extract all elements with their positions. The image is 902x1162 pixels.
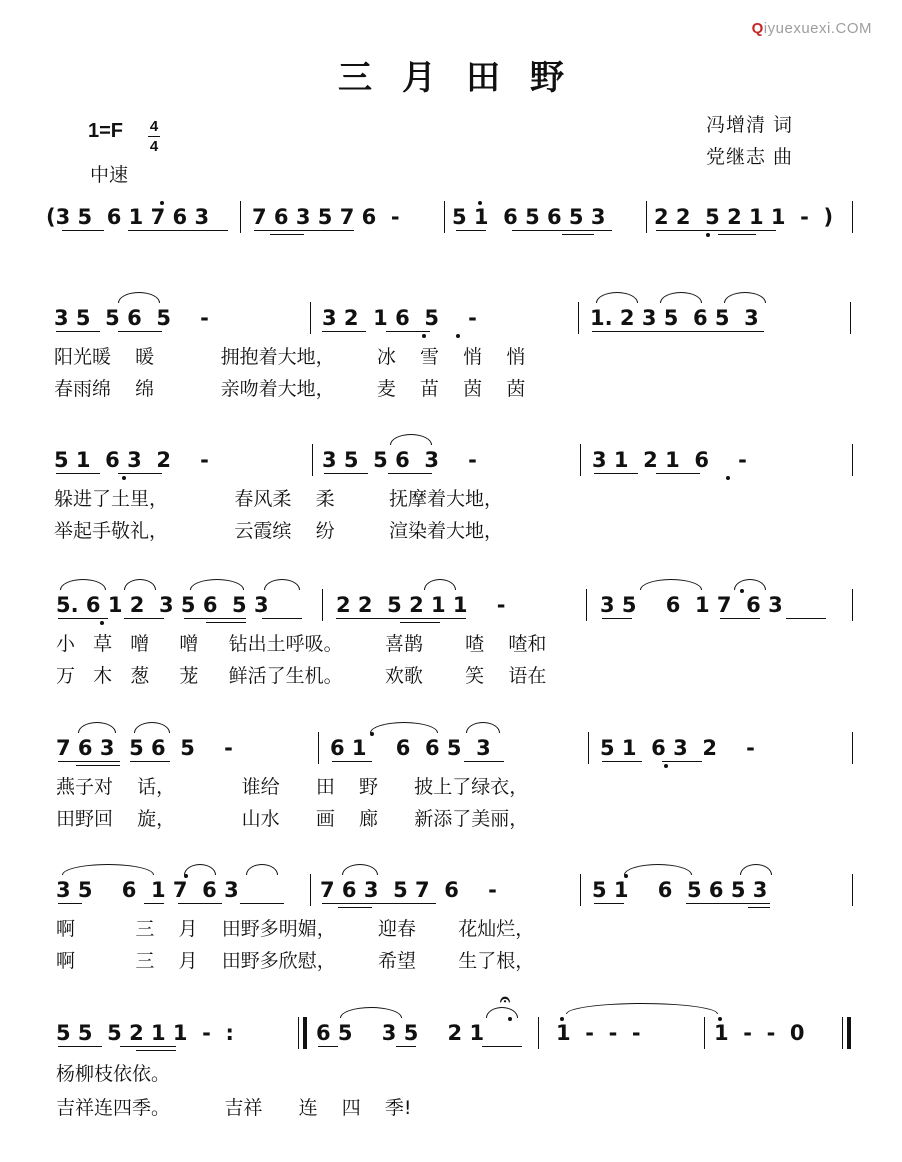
measure: 7 6 3 5 7 6 - [252, 205, 400, 229]
fermata-icon: 𝄐 [500, 989, 511, 1010]
notation-row [0, 989, 902, 1053]
lyric-verse-1: 杨柳枝依依。 [56, 1063, 171, 1085]
time-signature [148, 118, 160, 155]
notation-row [0, 585, 902, 625]
lyric-verse-2: 举起手敬礼， 云霞缤 纷 渲染着大地， [54, 520, 503, 542]
notation-row [0, 728, 902, 768]
measure: 2 2 5 2 1 1 - [336, 593, 506, 617]
notation-row [0, 440, 902, 480]
measure: 5 5 5 2 1 1 - : [56, 1021, 234, 1045]
measure: 1 - - 0 [714, 1021, 805, 1045]
key-signature: 1=F [88, 120, 124, 142]
lyric-verse-1: 燕子对 话， 谁给 田 野 披上了绿衣， [56, 776, 529, 798]
measure: 5. 6 1 2 3 5 6 5 3 [56, 593, 269, 617]
notation-row [0, 870, 902, 910]
lyric-verse-2: 啊 三 月 田野多欣慰， 希望 生了根， [56, 950, 535, 972]
measure: 1. 2 3 5 6 5 3 [590, 306, 759, 330]
measure: 5 1 6 5 6 5 3 [452, 205, 606, 229]
measure: (3 5 6 1 7 6 3 [46, 205, 210, 229]
notation-row [0, 298, 902, 338]
measure: 5 1 6 3 2 - [600, 736, 755, 760]
measure: 3 5 6 1 7 6 3 [56, 878, 239, 902]
measure: 3 1 2 1 6 - [592, 448, 747, 472]
measure: 6 5 3 5 2 1 [316, 1021, 485, 1045]
measure: 6 1 6 6 5 3 [330, 736, 491, 760]
measure: 3 5 5 6 5 - [54, 306, 209, 330]
measure: 7 6 3 5 6 5 - [56, 736, 233, 760]
measure: 2 2 5 2 1 1 - ) [654, 205, 834, 229]
measure: 3 5 5 6 3 - [322, 448, 477, 472]
measure: 1 - - - [556, 1021, 641, 1045]
composer-credit: 党继志 曲 [706, 146, 794, 168]
measure: 3 5 6 1 7 6 3 [600, 593, 783, 617]
song-title: 三月田野 [338, 58, 594, 98]
measure: 5 1 6 3 2 - [54, 448, 209, 472]
lyricist-credit: 冯增清 词 [706, 114, 794, 136]
lyric-verse-1: 躲进了土里， 春风柔 柔 抚摩着大地， [54, 488, 503, 510]
lyric-verse-2: 田野回 旋， 山水 画 廊 新添了美丽， [56, 808, 529, 830]
time-signature-top: 4 [149, 118, 159, 135]
measure: 3 2 1 6 5 - [322, 306, 477, 330]
notation-row [0, 197, 902, 237]
watermark: Qiyuexuexi.COM [751, 20, 872, 37]
tempo-marking: 中速 [90, 164, 129, 186]
lyric-verse-1: 小 草 噌 噌 钻出土呼吸。 喜鹊 喳 喳和 [56, 633, 547, 655]
lyric-verse-2: 万 木 葱 茏 鲜活了生机。 欢歌 笑 语在 [56, 665, 547, 687]
lyric-verse-2: 吉祥连四季。 吉祥 连 四 季! [56, 1097, 412, 1119]
measure: 5 1 6 5 6 5 3 [592, 878, 768, 902]
lyric-verse-1: 阳光暖 暖 拥抱着大地， 冰 雪 悄 悄 [54, 346, 526, 368]
lyric-verse-1: 啊 三 月 田野多明媚， 迎春 花灿烂， [56, 918, 535, 940]
time-signature-bottom: 4 [149, 138, 159, 155]
lyric-verse-2: 春雨绵 绵 亲吻着大地， 麦 苗 茵 茵 [54, 378, 526, 400]
measure: 7 6 3 5 7 6 - [320, 878, 497, 902]
